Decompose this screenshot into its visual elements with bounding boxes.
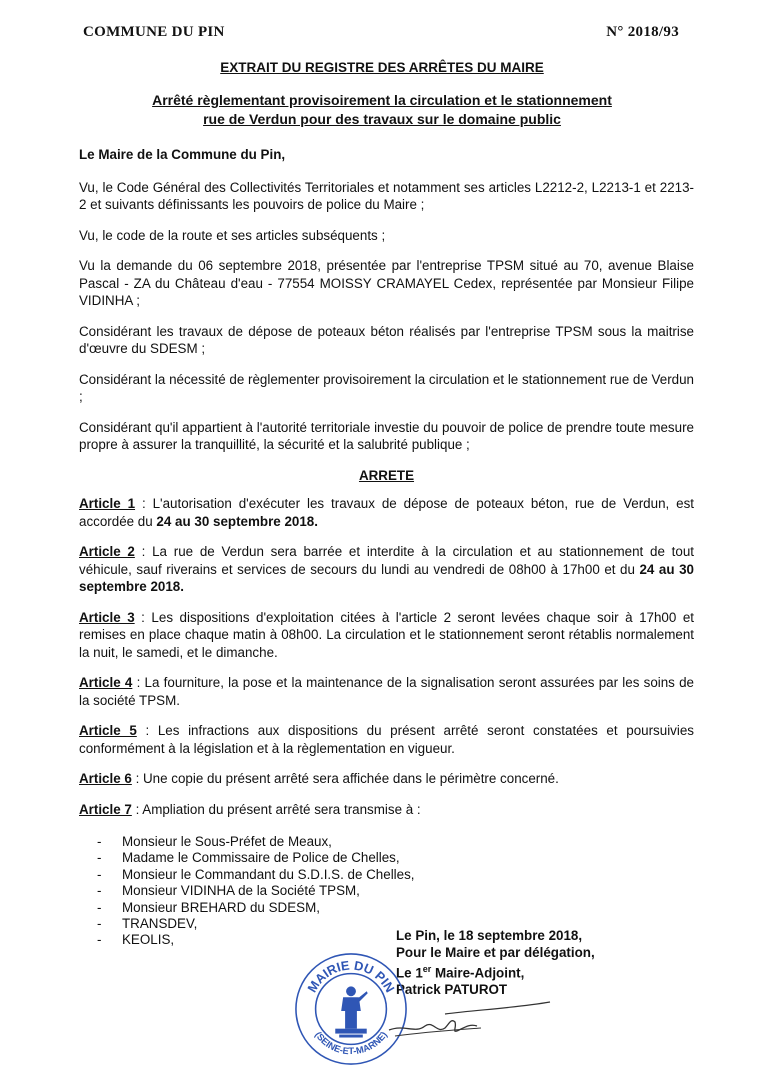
signature-block xyxy=(396,927,595,998)
arrete-heading: ARRETE xyxy=(358,467,415,483)
bullet-dash: - xyxy=(97,916,102,932)
article-text: : Les infractions aux dispositions du présent arrêté seront constatées et poursuivies conformément à la législation et à la règlementation en vigueur. xyxy=(79,723,694,756)
article-text: : L'autorisation d'exécuter les travaux de dépose de poteaux béton, rue de Verdun, est accordée du xyxy=(79,496,695,529)
register-title: EXTRAIT DU REGISTRE DES ARRÊTES DU MAIRE xyxy=(220,60,544,75)
considerant-paragraph: Considérant la nécessité de règlementer provisoirement la circulation et le stationnement rue de Verdun ; xyxy=(79,371,694,404)
marianne-figure-icon xyxy=(335,986,367,1037)
article-text: : La rue de Verdun sera barrée et interdite à la circulation et au stationnement de tout véhicule, sauf riverains et services de secours du lundi au vendredi de 08h00 à 17h00 et du xyxy=(79,544,694,577)
article-label: Article 7 xyxy=(79,801,132,817)
article-label: Article 1 xyxy=(79,496,136,511)
article-5 xyxy=(79,722,694,757)
considerant-paragraph: Considérant les travaux de dépose de poteaux béton réalisés par l'entreprise TPSM sous la maitrise d'œuvre du SDESM ; xyxy=(79,323,694,356)
article-dates: 24 au 30 septembre 2018 xyxy=(79,561,694,594)
role-superscript: er xyxy=(422,964,432,974)
decree-subject-line2: rue de Verdun pour des travaux sur le domaine public xyxy=(203,111,561,127)
recipient: Madame le Commissaire de Police de Chelles, xyxy=(122,850,400,866)
recipient: TRANSDEV, xyxy=(122,916,198,932)
article-end: . xyxy=(180,579,184,594)
role-prefix: Le 1 xyxy=(396,965,423,981)
recipient: KEOLIS, xyxy=(122,932,175,948)
recipient: Monsieur le Sous-Préfet de Meaux, xyxy=(122,834,332,849)
decree-number: N° 2018/93 xyxy=(606,24,679,40)
bullet-dash: - xyxy=(97,883,102,899)
considerant-paragraph: Vu la demande du 06 septembre 2018, présentée par l'entreprise TPSM situé au 70, avenue Blaise Pascal - ZA du Château d'eau - 77554 MOISSY CRAMAYEL Cedex, représentée par Monsieur Filipe VIDINHA ; xyxy=(79,258,694,308)
article-4 xyxy=(79,674,694,709)
article-dates: 24 au 30 septembre 2018 xyxy=(156,513,315,529)
article-3 xyxy=(79,609,694,662)
list-item xyxy=(79,867,694,883)
article-text: : Les dispositions d'exploitation citées à l'article 2 seront levées chaque soir à 17h00 et remises en place chaque matin à 08h00. La circulation et le stationnement seront rétablis normalement la nuit, le samedi, et le dimanche. xyxy=(79,609,694,660)
role-suffix: Maire-Adjoint, xyxy=(431,965,525,981)
signatory-name: Patrick PATUROT xyxy=(396,982,508,998)
recipient: Monsieur BREHARD du SDESM, xyxy=(122,899,320,915)
decree-subject-line1: Arrêté règlementant provisoirement la circulation et le stationnement xyxy=(152,92,612,108)
article-1 xyxy=(79,495,694,530)
mayor-heading: Le Maire de la Commune du Pin, xyxy=(79,147,286,162)
bullet-dash: - xyxy=(97,834,102,849)
considerant-paragraph: Vu, le Code Général des Collectivités Territoriales et notamment ses articles L2212-2, L2213-1 et 2213-2 et suivants définissants les pouvoirs de police du Maire ; xyxy=(79,179,694,212)
bullet-dash: - xyxy=(97,899,102,915)
list-item xyxy=(79,883,694,899)
list-item xyxy=(79,850,694,866)
article-text: : La fourniture, la pose et la maintenance de la signalisation seront assurées par les soins de la société TPSM. xyxy=(79,675,694,708)
seal-top-text: MAIRIE DU PIN xyxy=(304,957,398,995)
decree-subject xyxy=(0,91,764,129)
recipient-list xyxy=(79,834,694,949)
bullet-dash: - xyxy=(97,866,102,882)
considerant-paragraph: Considérant qu'il appartient à l'autorité territoriale investie du pouvoir de police de prendre toute mesure propre à assurer la tranquillité, la sécurité et la salubrité publique ; xyxy=(79,419,694,452)
document-body xyxy=(79,146,694,949)
list-item xyxy=(79,916,694,932)
article-label: Article 6 xyxy=(79,771,132,786)
list-item xyxy=(79,900,694,916)
article-2 xyxy=(79,543,694,596)
considerant-paragraph: Vu, le code de la route et ses articles subséquents ; xyxy=(79,227,386,243)
article-text: : Ampliation du présent arrêté sera transmise à : xyxy=(131,801,421,817)
article-label: Article 2 xyxy=(79,544,135,559)
recipient: Monsieur le Commandant du S.D.I.S. de Chelles, xyxy=(122,866,415,882)
handwritten-signature xyxy=(385,1000,555,1045)
commune-name: COMMUNE DU PIN xyxy=(83,24,225,40)
article-7 xyxy=(79,801,694,819)
signature-role xyxy=(396,961,595,981)
list-item xyxy=(79,932,694,948)
bullet-dash: - xyxy=(97,850,102,866)
article-label: Article 5 xyxy=(79,723,137,738)
list-item xyxy=(79,834,694,850)
article-label: Article 3 xyxy=(79,609,135,625)
seal-bottom-text: (SEINE-ET-MARNE) xyxy=(312,1029,390,1057)
recipient: Monsieur VIDINHA de la Société TPSM, xyxy=(122,883,360,899)
signature-delegation: Pour le Maire et par délégation, xyxy=(396,945,595,960)
article-label: Article 4 xyxy=(79,675,133,690)
signature-place-date: Le Pin, le 18 septembre 2018, xyxy=(396,928,583,943)
article-6 xyxy=(79,770,694,788)
bullet-dash: - xyxy=(97,932,102,948)
article-end: . xyxy=(314,513,318,529)
article-text: : Une copie du présent arrêté sera affichée dans le périmètre concerné. xyxy=(131,771,559,786)
